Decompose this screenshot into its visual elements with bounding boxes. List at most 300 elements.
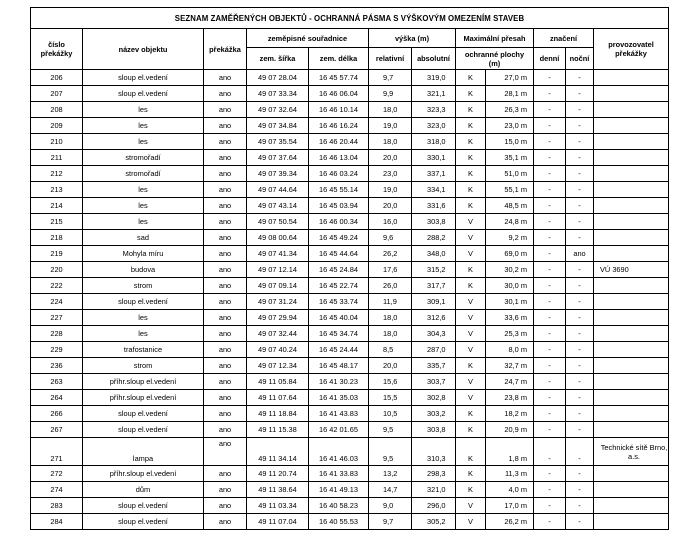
cell-latitude: 49 08 00.64 (247, 230, 309, 246)
cell-relative: 8,5 (369, 342, 412, 358)
cell-day: - (534, 514, 566, 530)
cell-number: 218 (31, 230, 83, 246)
header-operator-line1: provozovatel (608, 40, 654, 49)
cell-relative: 10,5 (369, 406, 412, 422)
cell-name: les (83, 310, 204, 326)
table-row (31, 182, 669, 198)
cell-night: - (566, 310, 594, 326)
cell-absolute: 321,0 (412, 482, 456, 498)
cell-name: budova (83, 262, 204, 278)
cell-night: - (566, 150, 594, 166)
cell-latitude: 49 11 07.04 (247, 514, 309, 530)
cell-absolute: 296,0 (412, 498, 456, 514)
cell-day: - (534, 102, 566, 118)
cell-obstacle: ano (204, 198, 247, 214)
cell-longitude: 16 46 10.14 (309, 102, 369, 118)
table-row (31, 262, 669, 278)
cell-night: - (566, 118, 594, 134)
cell-absolute: 323,0 (412, 118, 456, 134)
cell-day: - (534, 374, 566, 390)
cell-name: les (83, 118, 204, 134)
cell-overlap: 30,0 m (486, 278, 534, 294)
table-body (31, 70, 669, 530)
cell-category: K (456, 422, 486, 438)
cell-name: les (83, 134, 204, 150)
cell-night: - (566, 262, 594, 278)
header-max-overlap-line1: Maximální přesah (463, 33, 526, 43)
cell-category: K (456, 118, 486, 134)
header-max-overlap (456, 29, 534, 48)
cell-latitude: 49 07 35.54 (247, 134, 309, 150)
header-obstacle-number-line1: číslo (48, 40, 65, 49)
cell-absolute: 323,3 (412, 102, 456, 118)
cell-name: les (83, 182, 204, 198)
cell-obstacle: ano (204, 246, 247, 262)
cell-longitude: 16 45 44.64 (309, 246, 369, 262)
cell-category: K (456, 406, 486, 422)
cell-latitude: 49 07 12.34 (247, 358, 309, 374)
cell-night: - (566, 438, 594, 466)
cell-number: 264 (31, 390, 83, 406)
cell-day: - (534, 150, 566, 166)
cell-overlap: 26,3 m (486, 102, 534, 118)
cell-overlap: 15,0 m (486, 134, 534, 150)
cell-longitude: 16 46 06.04 (309, 86, 369, 102)
cell-longitude: 16 40 55.53 (309, 514, 369, 530)
table-row (31, 150, 669, 166)
cell-absolute: 298,3 (412, 466, 456, 482)
cell-absolute: 321,1 (412, 86, 456, 102)
cell-day: - (534, 166, 566, 182)
cell-category: K (456, 150, 486, 166)
cell-obstacle: ano (204, 70, 247, 86)
cell-obstacle: ano (204, 262, 247, 278)
cell-day: - (534, 182, 566, 198)
cell-category: V (456, 498, 486, 514)
cell-day: - (534, 134, 566, 150)
cell-day: - (534, 342, 566, 358)
cell-category: V (456, 326, 486, 342)
cell-name: Mohyla míru (83, 246, 204, 262)
cell-night: - (566, 406, 594, 422)
cell-day: - (534, 498, 566, 514)
cell-absolute: 303,7 (412, 374, 456, 390)
cell-overlap: 25,3 m (486, 326, 534, 342)
cell-latitude: 49 07 33.34 (247, 86, 309, 102)
cell-operator (594, 406, 669, 422)
cell-longitude: 16 41 30.23 (309, 374, 369, 390)
cell-relative: 19,0 (369, 182, 412, 198)
cell-number: 207 (31, 86, 83, 102)
cell-category: K (456, 482, 486, 498)
cell-number: 219 (31, 246, 83, 262)
cell-latitude: 49 07 12.14 (247, 262, 309, 278)
cell-number: 220 (31, 262, 83, 278)
cell-latitude: 49 11 18.84 (247, 406, 309, 422)
cell-night: - (566, 422, 594, 438)
table-row (31, 230, 669, 246)
cell-overlap: 30,1 m (486, 294, 534, 310)
cell-day: - (534, 262, 566, 278)
cell-relative: 19,0 (369, 118, 412, 134)
cell-day: - (534, 70, 566, 86)
cell-name: stromořadí (83, 166, 204, 182)
cell-longitude: 16 45 49.24 (309, 230, 369, 246)
cell-operator (594, 278, 669, 294)
cell-latitude: 49 11 07.64 (247, 390, 309, 406)
cell-relative: 15,6 (369, 374, 412, 390)
cell-relative: 14,7 (369, 482, 412, 498)
obstacle-table-container (30, 7, 669, 530)
cell-longitude: 16 45 24.84 (309, 262, 369, 278)
table-row (31, 326, 669, 342)
header-protection-area (456, 48, 534, 70)
cell-obstacle: ano (204, 214, 247, 230)
cell-day: - (534, 294, 566, 310)
cell-day: - (534, 482, 566, 498)
cell-overlap: 30,2 m (486, 262, 534, 278)
cell-number: 211 (31, 150, 83, 166)
cell-name: dům (83, 482, 204, 498)
table-row (31, 134, 669, 150)
cell-obstacle: ano (204, 86, 247, 102)
cell-obstacle: ano (204, 514, 247, 530)
cell-absolute: 303,2 (412, 406, 456, 422)
cell-relative: 23,0 (369, 166, 412, 182)
cell-longitude: 16 42 01.65 (309, 422, 369, 438)
cell-operator (594, 86, 669, 102)
cell-obstacle: ano (204, 438, 247, 466)
cell-number: 208 (31, 102, 83, 118)
cell-name: stromořadí (83, 150, 204, 166)
cell-operator (594, 514, 669, 530)
cell-overlap: 35,1 m (486, 150, 534, 166)
cell-longitude: 16 45 24.44 (309, 342, 369, 358)
cell-relative: 20,0 (369, 198, 412, 214)
cell-relative: 9,6 (369, 230, 412, 246)
cell-night: - (566, 294, 594, 310)
cell-absolute: 303,8 (412, 422, 456, 438)
table-row (31, 514, 669, 530)
cell-operator (594, 358, 669, 374)
cell-operator: Technické sítě Brno, a.s. (594, 438, 669, 466)
header-marking: značení (534, 29, 594, 48)
cell-name: příhr.sloup el.vedení (83, 390, 204, 406)
cell-relative: 16,0 (369, 214, 412, 230)
cell-name: les (83, 214, 204, 230)
cell-night: - (566, 182, 594, 198)
cell-operator (594, 230, 669, 246)
cell-overlap: 20,9 m (486, 422, 534, 438)
header-protection-area-line2: (m) (488, 58, 501, 68)
cell-latitude: 49 07 39.34 (247, 166, 309, 182)
cell-absolute: 303,8 (412, 214, 456, 230)
cell-relative: 11,9 (369, 294, 412, 310)
table-row (31, 166, 669, 182)
cell-day: - (534, 214, 566, 230)
cell-number: 266 (31, 406, 83, 422)
cell-overlap: 26,2 m (486, 514, 534, 530)
cell-name: příhr.sloup el.vedení (83, 466, 204, 482)
table-row (31, 310, 669, 326)
cell-day: - (534, 118, 566, 134)
cell-night: - (566, 342, 594, 358)
cell-obstacle: ano (204, 310, 247, 326)
cell-night: - (566, 230, 594, 246)
table-row (31, 70, 669, 86)
cell-operator (594, 294, 669, 310)
cell-category: K (456, 358, 486, 374)
cell-name: sloup el.vedení (83, 422, 204, 438)
cell-day: - (534, 310, 566, 326)
cell-latitude: 49 07 37.64 (247, 150, 309, 166)
cell-latitude: 49 07 50.54 (247, 214, 309, 230)
table-title: SEZNAM ZAMĚŘENÝCH OBJEKTŮ - OCHRANNÁ PÁSMA S VÝŠKOVÝM OMEZENÍM STAVEB (31, 8, 669, 29)
cell-name: les (83, 102, 204, 118)
cell-relative: 18,0 (369, 134, 412, 150)
cell-longitude: 16 41 35.03 (309, 390, 369, 406)
cell-number: 272 (31, 466, 83, 482)
cell-relative: 20,0 (369, 358, 412, 374)
header-coordinates: zeměpisné souřadnice (247, 29, 369, 48)
cell-latitude: 49 07 43.14 (247, 198, 309, 214)
cell-number: 228 (31, 326, 83, 342)
cell-night: - (566, 390, 594, 406)
cell-number: 212 (31, 166, 83, 182)
cell-overlap: 18,2 m (486, 406, 534, 422)
cell-name: strom (83, 278, 204, 294)
table-row (31, 278, 669, 294)
cell-operator (594, 214, 669, 230)
cell-longitude: 16 45 40.04 (309, 310, 369, 326)
cell-overlap: 23,8 m (486, 390, 534, 406)
cell-obstacle: ano (204, 390, 247, 406)
cell-day: - (534, 466, 566, 482)
cell-category: K (456, 86, 486, 102)
header-night: noční (566, 48, 594, 70)
cell-day: - (534, 358, 566, 374)
cell-number: 227 (31, 310, 83, 326)
cell-overlap: 17,0 m (486, 498, 534, 514)
cell-category: V (456, 310, 486, 326)
cell-longitude: 16 46 13.04 (309, 150, 369, 166)
cell-day: - (534, 438, 566, 466)
cell-category: V (456, 374, 486, 390)
cell-operator (594, 326, 669, 342)
table-row (31, 246, 669, 262)
cell-operator (594, 310, 669, 326)
cell-relative: 9,5 (369, 422, 412, 438)
cell-relative: 9,7 (369, 70, 412, 86)
cell-operator (594, 246, 669, 262)
cell-longitude: 16 45 34.74 (309, 326, 369, 342)
cell-obstacle: ano (204, 358, 247, 374)
cell-absolute: 318,0 (412, 134, 456, 150)
header-latitude: zem. šířka (247, 48, 309, 70)
cell-obstacle: ano (204, 482, 247, 498)
cell-name: sloup el.vedení (83, 514, 204, 530)
cell-longitude: 16 46 16.24 (309, 118, 369, 134)
cell-night: - (566, 466, 594, 482)
cell-category: V (456, 390, 486, 406)
cell-latitude: 49 07 29.94 (247, 310, 309, 326)
cell-number: 209 (31, 118, 83, 134)
cell-obstacle: ano (204, 102, 247, 118)
cell-category: K (456, 182, 486, 198)
cell-day: - (534, 422, 566, 438)
cell-latitude: 49 07 32.44 (247, 326, 309, 342)
cell-night: - (566, 374, 594, 390)
cell-operator (594, 118, 669, 134)
cell-absolute: 309,1 (412, 294, 456, 310)
cell-night: - (566, 214, 594, 230)
cell-obstacle: ano (204, 230, 247, 246)
header-operator-line2: překážky (615, 49, 647, 58)
cell-absolute: 331,6 (412, 198, 456, 214)
cell-latitude: 49 07 34.84 (247, 118, 309, 134)
cell-name: trafostanice (83, 342, 204, 358)
cell-relative: 9,7 (369, 514, 412, 530)
cell-absolute: 337,1 (412, 166, 456, 182)
cell-number: 213 (31, 182, 83, 198)
cell-relative: 18,0 (369, 102, 412, 118)
cell-number: 229 (31, 342, 83, 358)
cell-obstacle: ano (204, 278, 247, 294)
cell-category: K (456, 102, 486, 118)
cell-operator (594, 422, 669, 438)
cell-category: K (456, 262, 486, 278)
cell-category: V (456, 294, 486, 310)
cell-name: sloup el.vedení (83, 86, 204, 102)
cell-category: V (456, 246, 486, 262)
cell-night: - (566, 134, 594, 150)
cell-absolute: 317,7 (412, 278, 456, 294)
cell-name: lampa (83, 438, 204, 466)
table-row (31, 482, 669, 498)
cell-longitude: 16 45 33.74 (309, 294, 369, 310)
table-row (31, 214, 669, 230)
cell-obstacle: ano (204, 118, 247, 134)
table-row (31, 342, 669, 358)
cell-number: 206 (31, 70, 83, 86)
cell-obstacle: ano (204, 422, 247, 438)
cell-operator (594, 342, 669, 358)
cell-absolute: 305,2 (412, 514, 456, 530)
cell-night: - (566, 198, 594, 214)
cell-number: 222 (31, 278, 83, 294)
header-protection-area-line1: ochranné plochy (464, 49, 525, 59)
cell-day: - (534, 86, 566, 102)
cell-overlap: 51,0 m (486, 166, 534, 182)
cell-relative: 26,2 (369, 246, 412, 262)
cell-category: K (456, 134, 486, 150)
cell-name: příhr.sloup el.vedení (83, 374, 204, 390)
cell-relative: 18,0 (369, 310, 412, 326)
cell-absolute: 288,2 (412, 230, 456, 246)
cell-overlap: 24,8 m (486, 214, 534, 230)
cell-overlap: 8,0 m (486, 342, 534, 358)
cell-obstacle: ano (204, 182, 247, 198)
cell-longitude: 16 45 55.14 (309, 182, 369, 198)
cell-operator (594, 482, 669, 498)
cell-latitude: 49 07 40.24 (247, 342, 309, 358)
cell-obstacle: ano (204, 294, 247, 310)
table-row (31, 86, 669, 102)
table-row (31, 374, 669, 390)
cell-number: 215 (31, 214, 83, 230)
header-obstacle-number (31, 29, 83, 70)
table-row (31, 466, 669, 482)
cell-category: V (456, 342, 486, 358)
cell-latitude: 49 07 44.64 (247, 182, 309, 198)
cell-operator (594, 70, 669, 86)
cell-day: - (534, 230, 566, 246)
cell-name: sloup el.vedení (83, 70, 204, 86)
header-absolute: absolutní (412, 48, 456, 70)
cell-latitude: 49 11 03.34 (247, 498, 309, 514)
cell-night: - (566, 498, 594, 514)
cell-absolute: 334,1 (412, 182, 456, 198)
table-row (31, 422, 669, 438)
cell-name: les (83, 198, 204, 214)
cell-night: - (566, 70, 594, 86)
cell-latitude: 49 11 38.64 (247, 482, 309, 498)
cell-latitude: 49 11 05.84 (247, 374, 309, 390)
cell-longitude: 16 46 03.24 (309, 166, 369, 182)
cell-category: K (456, 70, 486, 86)
cell-number: 284 (31, 514, 83, 530)
header-obstacle: překážka (204, 29, 247, 70)
cell-category: V (456, 514, 486, 530)
cell-absolute: 315,2 (412, 262, 456, 278)
table-row (31, 390, 669, 406)
header-height: výška (m) (369, 29, 456, 48)
header-day: denní (534, 48, 566, 70)
cell-relative: 9,5 (369, 438, 412, 466)
cell-day: - (534, 198, 566, 214)
cell-night: - (566, 358, 594, 374)
header-relative: relativní (369, 48, 412, 70)
cell-name: sloup el.vedení (83, 406, 204, 422)
table-row (31, 118, 669, 134)
cell-night: - (566, 166, 594, 182)
cell-overlap: 23,0 m (486, 118, 534, 134)
cell-longitude: 16 41 46.03 (309, 438, 369, 466)
cell-relative: 20,0 (369, 150, 412, 166)
cell-night: - (566, 326, 594, 342)
cell-night: ano (566, 246, 594, 262)
cell-longitude: 16 41 33.83 (309, 466, 369, 482)
cell-obstacle: ano (204, 134, 247, 150)
cell-longitude: 16 46 00.34 (309, 214, 369, 230)
cell-obstacle: ano (204, 326, 247, 342)
cell-latitude: 49 07 31.24 (247, 294, 309, 310)
cell-number: 210 (31, 134, 83, 150)
obstacle-table (30, 7, 669, 530)
cell-overlap: 48,5 m (486, 198, 534, 214)
cell-relative: 9,9 (369, 86, 412, 102)
cell-day: - (534, 326, 566, 342)
cell-operator: VÚ 3690 (594, 262, 669, 278)
cell-number: 214 (31, 198, 83, 214)
cell-number: 283 (31, 498, 83, 514)
table-row (31, 358, 669, 374)
cell-overlap: 33,6 m (486, 310, 534, 326)
cell-overlap: 55,1 m (486, 182, 534, 198)
cell-absolute: 302,8 (412, 390, 456, 406)
table-row (31, 198, 669, 214)
cell-overlap: 9,2 m (486, 230, 534, 246)
